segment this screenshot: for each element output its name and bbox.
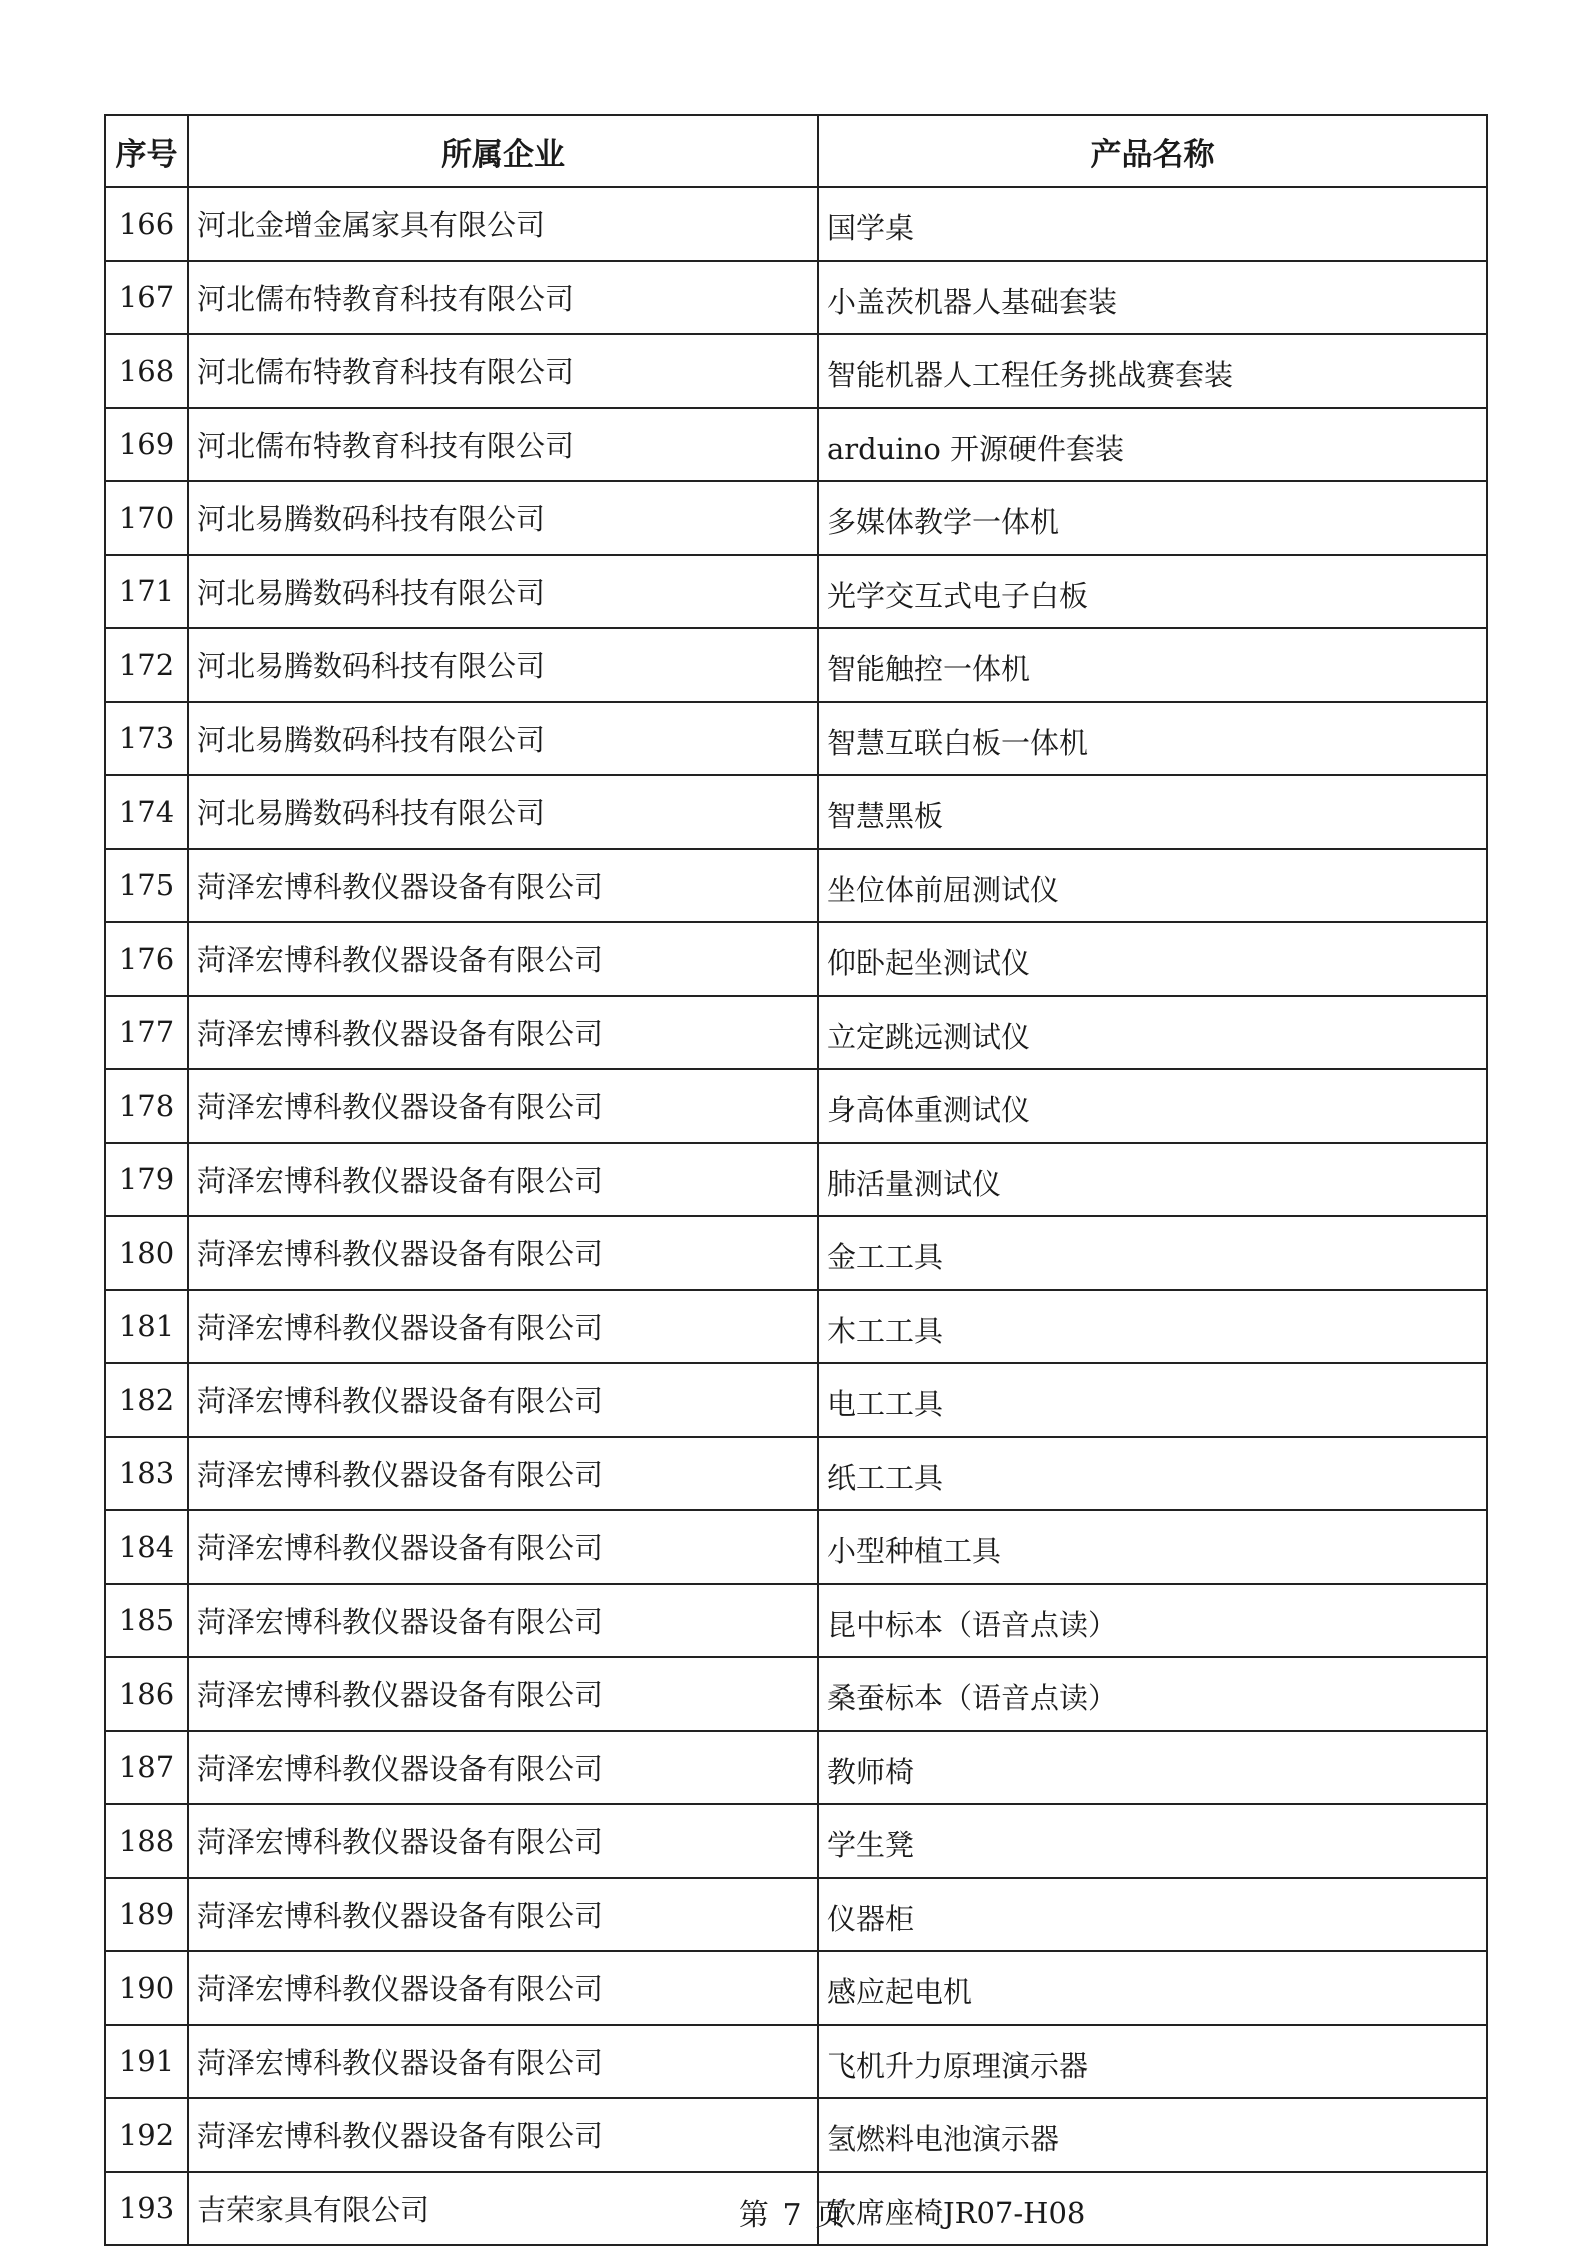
product-name-cell: 氢燃料电池演示器 [818, 2098, 1487, 2172]
product-name-cell: arduino 开源硬件套装 [818, 408, 1487, 482]
serial-number-cell: 178 [105, 1069, 188, 1143]
serial-number-cell: 191 [105, 2025, 188, 2099]
table-row [105, 261, 1487, 335]
table-row [105, 1657, 1487, 1731]
company-cell: 河北易腾数码科技有限公司 [188, 628, 818, 702]
serial-number-cell: 193 [105, 2172, 188, 2246]
company-cell: 菏泽宏博科教仪器设备有限公司 [188, 1510, 818, 1584]
product-list-sheet [104, 114, 1486, 2246]
product-name-cell: 学生凳 [818, 1804, 1487, 1878]
company-cell: 河北金增金属家具有限公司 [188, 187, 818, 261]
company-cell: 河北易腾数码科技有限公司 [188, 555, 818, 629]
table-header-row [105, 115, 1487, 187]
product-name-cell: 仰卧起坐测试仪 [818, 922, 1487, 996]
product-name-cell: 智慧互联白板一体机 [818, 702, 1487, 776]
company-cell: 河北儒布特教育科技有限公司 [188, 408, 818, 482]
product-name-cell: 智能触控一体机 [818, 628, 1487, 702]
product-name-cell: 光学交互式电子白板 [818, 555, 1487, 629]
company-cell: 菏泽宏博科教仪器设备有限公司 [188, 849, 818, 923]
serial-number-cell: 183 [105, 1437, 188, 1511]
product-name-cell: 桑蚕标本（语音点读） [818, 1657, 1487, 1731]
table-row [105, 1069, 1487, 1143]
page-number: 第 7 页 [738, 2198, 848, 2233]
company-cell: 菏泽宏博科教仪器设备有限公司 [188, 1069, 818, 1143]
serial-number-cell: 175 [105, 849, 188, 923]
table-row [105, 2025, 1487, 2099]
table-row [105, 1804, 1487, 1878]
serial-number-cell: 177 [105, 996, 188, 1070]
company-cell: 菏泽宏博科教仪器设备有限公司 [188, 2098, 818, 2172]
serial-number-cell: 182 [105, 1363, 188, 1437]
serial-number-cell: 184 [105, 1510, 188, 1584]
product-name-cell: 智能机器人工程任务挑战赛套装 [818, 334, 1487, 408]
company-cell: 菏泽宏博科教仪器设备有限公司 [188, 996, 818, 1070]
table-row [105, 996, 1487, 1070]
table-row [105, 555, 1487, 629]
serial-number-cell: 172 [105, 628, 188, 702]
table-row [105, 849, 1487, 923]
serial-number-cell: 167 [105, 261, 188, 335]
product-name-cell: 身高体重测试仪 [818, 1069, 1487, 1143]
table-body [105, 187, 1487, 2245]
table-row [105, 1143, 1487, 1217]
table-row [105, 1584, 1487, 1658]
table-row [105, 775, 1487, 849]
company-cell: 河北易腾数码科技有限公司 [188, 775, 818, 849]
table-row [105, 408, 1487, 482]
product-name-cell: 智慧黑板 [818, 775, 1487, 849]
product-name-cell: 坐位体前屈测试仪 [818, 849, 1487, 923]
company-cell: 河北易腾数码科技有限公司 [188, 481, 818, 555]
company-cell: 菏泽宏博科教仪器设备有限公司 [188, 1143, 818, 1217]
serial-number-cell: 185 [105, 1584, 188, 1658]
product-name-cell: 金工工具 [818, 1216, 1487, 1290]
product-name-cell: 飞机升力原理演示器 [818, 2025, 1487, 2099]
serial-number-cell: 181 [105, 1290, 188, 1364]
company-cell: 菏泽宏博科教仪器设备有限公司 [188, 1657, 818, 1731]
serial-number-cell: 168 [105, 334, 188, 408]
company-cell: 菏泽宏博科教仪器设备有限公司 [188, 1437, 818, 1511]
serial-number-cell: 190 [105, 1951, 188, 2025]
company-cell: 河北易腾数码科技有限公司 [188, 702, 818, 776]
table-row [105, 1731, 1487, 1805]
serial-number-cell: 188 [105, 1804, 188, 1878]
serial-number-cell: 186 [105, 1657, 188, 1731]
company-cell: 菏泽宏博科教仪器设备有限公司 [188, 1951, 818, 2025]
table-row [105, 1878, 1487, 1952]
serial-number-cell: 170 [105, 481, 188, 555]
product-table [104, 114, 1488, 2246]
product-name-cell: 教师椅 [818, 1731, 1487, 1805]
serial-number-cell: 173 [105, 702, 188, 776]
product-name-cell: 软席座椅JR07-H08 [818, 2172, 1487, 2246]
serial-number-cell: 179 [105, 1143, 188, 1217]
company-cell: 吉荣家具有限公司 [188, 2172, 818, 2246]
table-row [105, 922, 1487, 996]
table-row [105, 1437, 1487, 1511]
company-cell: 菏泽宏博科教仪器设备有限公司 [188, 1290, 818, 1364]
serial-number-cell: 174 [105, 775, 188, 849]
table-row [105, 1363, 1487, 1437]
header-company: 所属企业 [188, 115, 818, 187]
product-name-cell: 小盖茨机器人基础套装 [818, 261, 1487, 335]
company-cell: 河北儒布特教育科技有限公司 [188, 261, 818, 335]
serial-number-cell: 176 [105, 922, 188, 996]
table-row [105, 2098, 1487, 2172]
table-row [105, 628, 1487, 702]
company-cell: 菏泽宏博科教仪器设备有限公司 [188, 1804, 818, 1878]
serial-number-cell: 180 [105, 1216, 188, 1290]
table-row [105, 187, 1487, 261]
table-row [105, 334, 1487, 408]
company-cell: 菏泽宏博科教仪器设备有限公司 [188, 1363, 818, 1437]
company-cell: 菏泽宏博科教仪器设备有限公司 [188, 1878, 818, 1952]
table-row [105, 702, 1487, 776]
header-product-name: 产品名称 [818, 115, 1487, 187]
serial-number-cell: 187 [105, 1731, 188, 1805]
serial-number-cell: 166 [105, 187, 188, 261]
company-cell: 菏泽宏博科教仪器设备有限公司 [188, 1731, 818, 1805]
product-name-cell: 小型种植工具 [818, 1510, 1487, 1584]
product-name-cell: 仪器柜 [818, 1878, 1487, 1952]
company-cell: 菏泽宏博科教仪器设备有限公司 [188, 1584, 818, 1658]
serial-number-cell: 192 [105, 2098, 188, 2172]
product-name-cell: 多媒体教学一体机 [818, 481, 1487, 555]
product-name-cell: 感应起电机 [818, 1951, 1487, 2025]
header-serial-number: 序号 [105, 115, 188, 187]
table-row [105, 1216, 1487, 1290]
product-name-cell: 国学桌 [818, 187, 1487, 261]
product-name-cell: 木工工具 [818, 1290, 1487, 1364]
product-name-cell: 立定跳远测试仪 [818, 996, 1487, 1070]
table-row [105, 1951, 1487, 2025]
table-row [105, 1510, 1487, 1584]
table-row [105, 481, 1487, 555]
company-cell: 菏泽宏博科教仪器设备有限公司 [188, 2025, 818, 2099]
serial-number-cell: 189 [105, 1878, 188, 1952]
company-cell: 河北儒布特教育科技有限公司 [188, 334, 818, 408]
product-name-cell: 纸工工具 [818, 1437, 1487, 1511]
table-row [105, 1290, 1487, 1364]
product-name-cell: 昆中标本（语音点读） [818, 1584, 1487, 1658]
serial-number-cell: 171 [105, 555, 188, 629]
company-cell: 菏泽宏博科教仪器设备有限公司 [188, 922, 818, 996]
serial-number-cell: 169 [105, 408, 188, 482]
company-cell: 菏泽宏博科教仪器设备有限公司 [188, 1216, 818, 1290]
product-name-cell: 电工工具 [818, 1363, 1487, 1437]
product-name-cell: 肺活量测试仪 [818, 1143, 1487, 1217]
